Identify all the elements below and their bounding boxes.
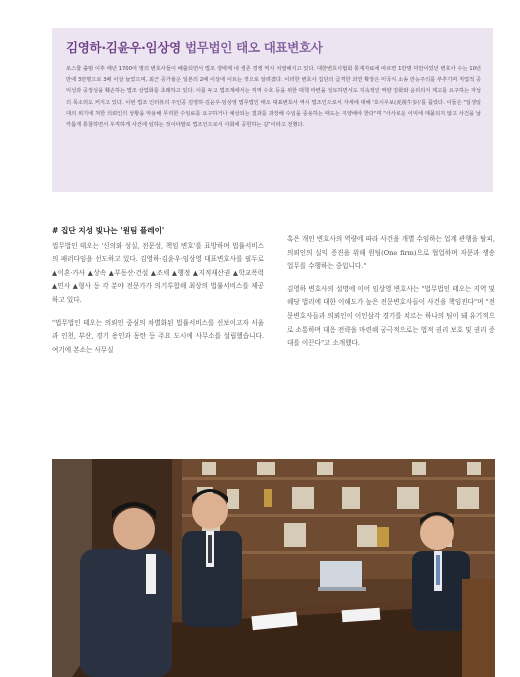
intro-title-sub: 법무법인 태오 대표변호사: [184, 40, 323, 55]
right-column: [287, 233, 495, 360]
intro-paragraph: 로스쿨 출범 이후 매년 1700여 명의 변호사들이 배출되면서 법조 생태계 내 생존 경쟁 역시 치열해지고 있다. 대한변호사협회 통계자료에 따르면 1만명 미만이었던 변호사 수는 10년 만에 3만명으로 3배 이상 늘었으며, 최근 증가율은 일본의 2배 이상에 이르는 것으로 알려졌다. 이러한 변호사 집단의 급격한 외연 확장은 미국식 소송 만능주의를 부추기며 직업적 공익성과 공정성을 훼손하는 법조 상업화를 초래하고 있다. 이를 두고 법조계에서는 직역 수호 등을 위한 대책 마련을 성토하면서도 지속적인 역량 강화와 윤리의식 제고를 요구하는 자성의 목소리도 커지고 있다. 이번 법조 인터뷰의 주인공 김영하·김윤우·임상영 법무법인 태오 대표변호사 역시 법조인으로서 자세에 대해 '호시우보(虎視牛步)'를 꼽았다. 이들은 "일생일대의 위기에 처한 의뢰인의 상황을 악용해 무리한 수임료를 요구하거나 예상되는 결과를 과장해 수임을 종용하는 태도는 지양해야 한다"며 "사사로운 이익에 매몰되지 않고 사건을 날카롭게 통찰하면서 우직하게 사건에 임하는 것이야말로 법조인으로서 사회에 공헌하는 길"이라고 전했다.: [66, 66, 481, 129]
left-paragraph-1: 법무법인 태오는 '신의와 성실, 전문성, 책임 변호'를 표방하며 법률서비스의 패러다임을 선도하고 있다. 김영하·김윤우·임상영 대표변호사를 필두로 ▲이혼·가사 ▲상속 ▲부동산·건설 ▲조세 ▲행정 ▲지적재산권 ▲학교폭력 ▲민사 ▲형사 등 각 분야 전문가가 의기투합해 최상의 법률서비스를 제공하고 있다.: [52, 241, 264, 304]
intro-title: [66, 38, 481, 56]
left-paragraph-2: "법무법인 태오는 의뢰인 중심의 차별화된 법률서비스를 선보이고자 서울과 인천, 부산, 경기 용인과 동탄 등 주요 도시에 사무소를 설립했습니다. 여기에 본소는 사무실: [52, 318, 264, 354]
interview-photo-illustration: [52, 459, 495, 677]
right-paragraph-2: 김영하 변호사의 설명에 이어 임상영 변호사는 "법무법인 태오는 지역 및 해당 법리에 대한 이해도가 높은 전문변호사들이 사건을 책임진다"며 "전문변호사들과 의뢰인이 이인삼각 경기를 치르는 하나의 팀이 돼 유기적으로 소통하며 대응 전략을 마련해 궁극적으로는 법적 권리 보호 및 권리 증대를 이끈다"고 소개했다.: [287, 284, 495, 348]
intro-box: [52, 28, 493, 192]
interview-photo: [52, 459, 495, 677]
left-column: [52, 224, 264, 366]
section-heading: # 집단 지성 빛나는 '원팀 플레이': [52, 226, 165, 235]
right-paragraph-1: 혹은 개인 변호사의 역량에 따라 사건을 개별 수임하는 업계 관행을 탈피, 의뢰인의 실익 증진을 위해 원팀(One firm)으로 협업하며 자문과 쟁송 업무를 수행하는 중입니다.": [287, 235, 495, 271]
intro-title-names: 김영하·김윤우·임상영: [66, 40, 181, 55]
